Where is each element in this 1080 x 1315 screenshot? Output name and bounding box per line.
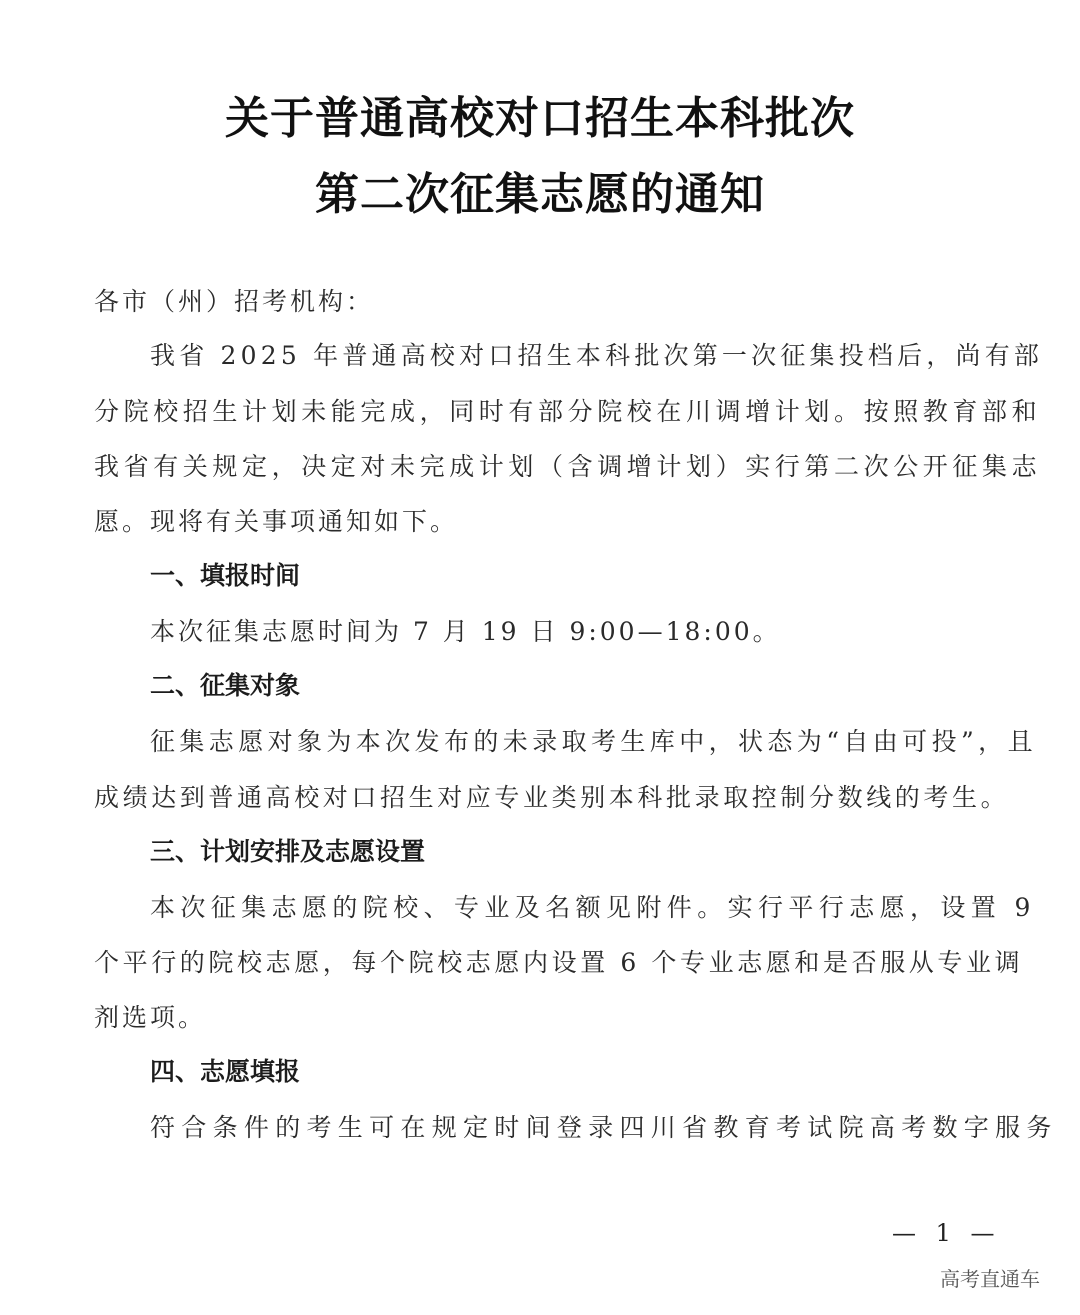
document-title-line-1: 关于普通高校对口招生本科批次: [225, 93, 855, 144]
section-heading-4: 四、志愿填报: [150, 1057, 301, 1086]
section-4-line: 符合条件的考生可在规定时间登录四川省教育考试院高考数字服务: [150, 1113, 1058, 1142]
intro-line: 分院校招生计划未能完成，同时有部分院校在川调增计划。按照教育部和: [94, 397, 1042, 426]
page-number: — 1 —: [892, 1219, 1001, 1247]
intro-line: 愿。现将有关事项通知如下。: [94, 507, 459, 536]
section-heading-2: 二、征集对象: [150, 671, 301, 700]
section-3-line: 个平行的院校志愿，每个院校志愿内设置 6 个专业志愿和是否服从专业调: [94, 948, 1024, 977]
section-3-line: 本次征集志愿的院校、专业及名额见附件。实行平行志愿，设置 9: [150, 893, 1036, 922]
section-heading-3: 三、计划安排及志愿设置: [150, 837, 426, 866]
section-heading-1: 一、填报时间: [150, 561, 301, 590]
document-title-line-2: 第二次征集志愿的通知: [315, 169, 765, 220]
intro-line: 我省有关规定，决定对未完成计划（含调增计划）实行第二次公开征集志: [94, 452, 1042, 481]
section-3-line: 剂选项。: [94, 1003, 207, 1032]
section-2-line: 成绩达到普通高校对口招生对应专业类别本科批录取控制分数线的考生。: [94, 783, 1010, 812]
intro-line: 我省 2025 年普通高校对口招生本科批次第一次征集投档后，尚有部: [150, 341, 1044, 370]
salutation: 各市（州）招考机构：: [94, 287, 375, 316]
watermark: 高考直通车: [940, 1267, 1040, 1291]
section-1-line: 本次征集志愿时间为 7 月 19 日 9:00—18:00。: [150, 617, 781, 646]
section-2-line: 征集志愿对象为本次发布的未录取考生库中，状态为“自由可投”，且: [150, 727, 1037, 756]
